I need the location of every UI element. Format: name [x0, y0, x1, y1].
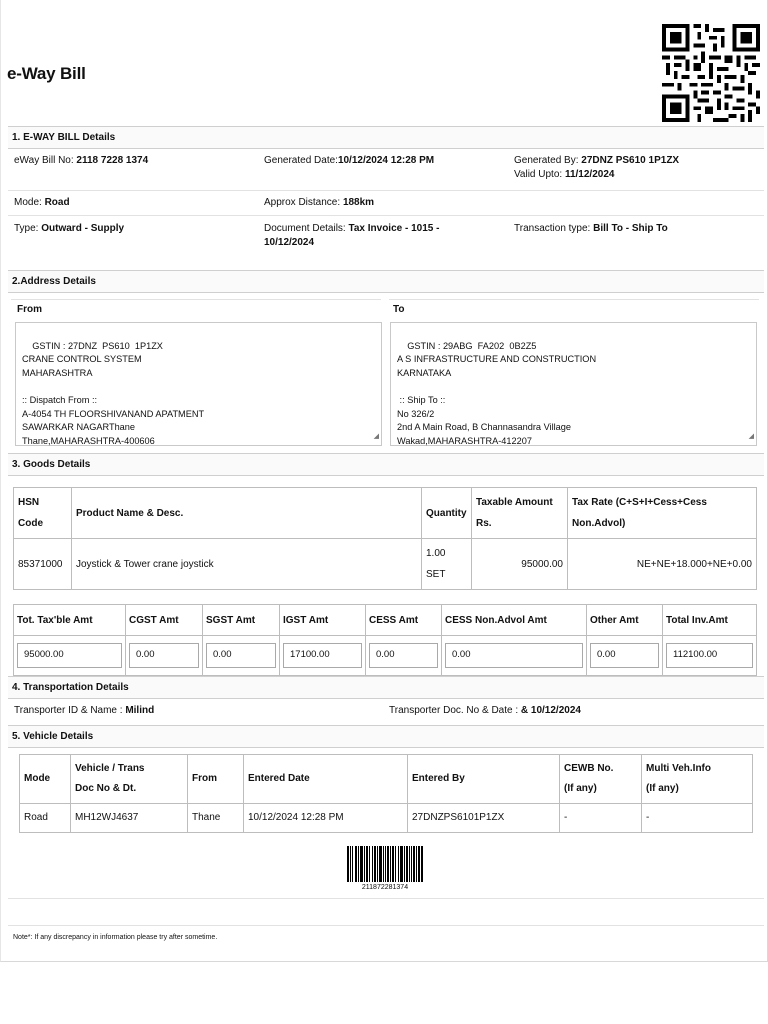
hsn-code: 85371000 — [14, 539, 72, 590]
section-address-header: 2.Address Details — [8, 270, 764, 293]
to-label: To — [393, 304, 405, 315]
divider — [8, 898, 764, 899]
section-vehicle-header: 5. Vehicle Details — [8, 725, 764, 748]
footer-note: Note*: If any discrepancy in information please try after sometime. — [13, 934, 218, 941]
transporter-doc-label: Transporter Doc. No & Date : — [389, 705, 521, 716]
col-total-inv: Total Inv.Amt — [663, 605, 757, 636]
cess-non-advol-field[interactable]: 0.00 — [445, 643, 583, 668]
tax-rate: NE+NE+18.000+NE+0.00 — [568, 539, 757, 590]
approx-distance-value: 188km — [342, 197, 375, 208]
table-row — [14, 539, 757, 590]
approx-distance — [264, 196, 374, 210]
totals-value-row — [14, 636, 757, 676]
product-desc: Joystick & Tower crane joystick — [72, 539, 422, 590]
col-cewb: CEWB No. (If any) — [560, 755, 642, 804]
resize-grip-icon[interactable]: ◢ — [748, 433, 754, 441]
to-address-box[interactable] — [390, 322, 757, 446]
taxable-amount: 95000.00 — [472, 539, 568, 590]
totals-header-row — [14, 605, 757, 636]
col-mode: Mode — [20, 755, 71, 804]
other-amount-field[interactable]: 0.00 — [590, 643, 659, 668]
col-hsn: HSN Code — [14, 488, 72, 539]
vehicle-entered-by: 27DNZPS6101P1ZX — [408, 804, 560, 833]
col-total-taxable: Tot. Tax'ble Amt — [14, 605, 126, 636]
col-quantity: Quantity — [422, 488, 472, 539]
type-label: Type: — [14, 223, 42, 234]
vehicle-mode: Road — [20, 804, 71, 833]
divider — [389, 299, 759, 300]
document-details-value: Tax Invoice - 1015 - — [348, 223, 440, 234]
quantity: 1.00 SET — [422, 539, 472, 590]
qr-code — [659, 24, 763, 122]
col-entered-by: Entered By — [408, 755, 560, 804]
col-entered-date: Entered Date — [244, 755, 408, 804]
total-invoice-field[interactable]: 112100.00 — [666, 643, 753, 668]
approx-distance-label: Approx Distance: — [264, 197, 343, 208]
totals-table — [13, 604, 757, 676]
resize-grip-icon[interactable]: ◢ — [373, 433, 379, 441]
cess-field[interactable]: 0.00 — [369, 643, 438, 668]
cgst-field[interactable]: 0.00 — [129, 643, 199, 668]
vehicle-cewb: - — [560, 804, 642, 833]
eway-bill-no-label: eWay Bill No: — [14, 155, 77, 166]
col-cess-non-advol: CESS Non.Advol Amt — [442, 605, 587, 636]
generated-date-value: 10/12/2024 12:28 PM — [337, 155, 435, 166]
divider — [8, 215, 764, 216]
transaction-type-value: Bill To - Ship To — [593, 223, 668, 234]
mode-label: Mode: — [14, 197, 45, 208]
transporter-id-label: Transporter ID & Name : — [14, 705, 126, 716]
vehicle-header-row — [20, 755, 753, 804]
transaction-type-label: Transaction type: — [514, 223, 594, 234]
transporter-id — [14, 704, 154, 718]
document-details — [264, 222, 439, 250]
transporter-doc — [389, 704, 581, 718]
eway-bill-no — [14, 154, 148, 168]
vehicle-entered-date: 10/12/2024 12:28 PM — [244, 804, 408, 833]
mode-value: Road — [44, 197, 70, 208]
col-taxable-amount: Taxable Amount Rs. — [472, 488, 568, 539]
generated-by-label: Generated By: — [514, 155, 582, 166]
goods-table — [13, 487, 757, 590]
generated-date — [264, 154, 434, 168]
transporter-id-value: Milind — [125, 705, 155, 716]
valid-upto-value: 11/12/2024 — [564, 169, 615, 180]
page-title: e-Way Bill — [7, 64, 86, 83]
eway-bill-no-value: 2118 7228 1374 — [76, 155, 149, 166]
from-address-box[interactable] — [15, 322, 382, 446]
generated-by — [514, 154, 679, 182]
goods-header-row — [14, 488, 757, 539]
vehicle-table — [19, 754, 753, 833]
divider — [11, 299, 381, 300]
vehicle-multi: - — [642, 804, 753, 833]
divider — [8, 190, 764, 191]
to-address-text: GSTIN : 29ABG FA202 0B2Z5 A S INFRASTRUCTURE AND CONSTRUCTION KARNATAKA :: Ship To :: No 326/2 2nd A Main Road, B Channasandra Village Wakad,MAHARASHTRA-412207 — [397, 340, 597, 446]
generated-by-value: 27DNZ PS610 1P1ZX — [581, 155, 680, 166]
col-from: From — [188, 755, 244, 804]
generated-date-label: Generated Date: — [264, 155, 338, 166]
vehicle-number: MH12WJ4637 — [71, 804, 188, 833]
from-label: From — [17, 304, 42, 315]
col-other: Other Amt — [587, 605, 663, 636]
document-details-date: 10/12/2024 — [264, 237, 315, 248]
section-goods-header: 3. Goods Details — [8, 453, 764, 476]
col-vehicle: Vehicle / Trans Doc No & Dt. — [71, 755, 188, 804]
type-value: Outward - Supply — [41, 223, 125, 234]
vehicle-from: Thane — [188, 804, 244, 833]
transaction-type — [514, 222, 668, 236]
transporter-doc-value: & 10/12/2024 — [520, 705, 581, 716]
section-eway-details-header: 1. E-WAY BILL Details — [8, 126, 764, 149]
from-address-text: GSTIN : 27DNZ PS610 1P1ZX CRANE CONTROL SYSTEM MAHARASHTRA :: Dispatch From :: A-4054 TH FLOORSHIVANAND APATMENT SAWARKAR NAGARThane Thane,MAHARASHTRA-400606 — [22, 340, 205, 446]
sgst-field[interactable]: 0.00 — [206, 643, 276, 668]
col-multi-veh: Multi Veh.Info (If any) — [642, 755, 753, 804]
document-details-label: Document Details: — [264, 223, 349, 234]
table-row — [20, 804, 753, 833]
col-product: Product Name & Desc. — [72, 488, 422, 539]
divider — [8, 925, 764, 926]
col-cess: CESS Amt — [366, 605, 442, 636]
igst-field[interactable]: 17100.00 — [283, 643, 362, 668]
col-cgst: CGST Amt — [126, 605, 203, 636]
col-igst: IGST Amt — [280, 605, 366, 636]
section-transport-header: 4. Transportation Details — [8, 676, 764, 699]
mode — [14, 196, 70, 210]
barcode-number: 211872281374 — [361, 884, 409, 891]
col-tax-rate: Tax Rate (C+S+I+Cess+Cess Non.Advol) — [568, 488, 757, 539]
valid-upto-label: Valid Upto: — [514, 169, 565, 180]
total-taxable-field[interactable]: 95000.00 — [17, 643, 122, 668]
barcode — [347, 846, 423, 882]
col-sgst: SGST Amt — [203, 605, 280, 636]
type — [14, 222, 124, 236]
